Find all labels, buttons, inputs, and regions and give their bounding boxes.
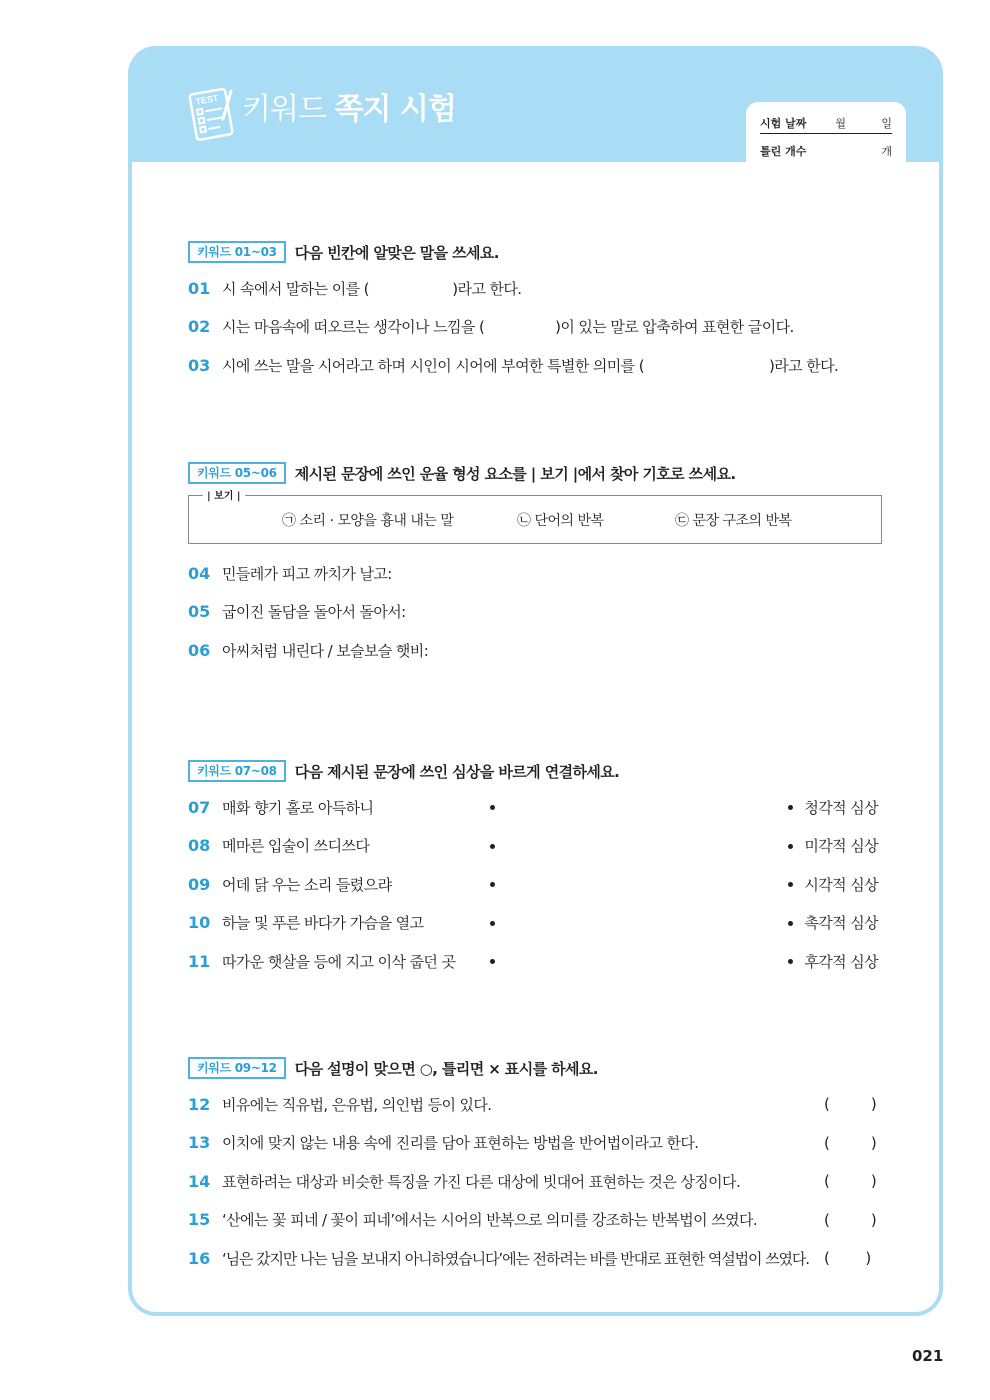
question-11 <box>188 942 882 981</box>
question-number: 13 <box>188 1133 211 1153</box>
title-light: 키워드 <box>242 92 326 127</box>
question-number: 09 <box>188 874 211 894</box>
question-text: 이치에 맞지 않는 내용 속에 진리를 담아 표현하는 방법을 반어법이라고 한다. <box>222 1134 699 1153</box>
question-08 <box>188 827 882 866</box>
question-text: ‘산에는 꽃 피네 / 꽃이 피네’에서는 시어의 반복으로 의미를 강조하는 반복법이 쓰였다. <box>222 1211 758 1230</box>
question-text: 시 속에서 말하는 이를 ( )라고 한다. <box>222 279 522 298</box>
keyword-tag: 키워드 01~03 <box>188 241 286 263</box>
question-01 <box>188 269 882 308</box>
match-dot-left[interactable] <box>490 959 495 964</box>
test-date-label: 시험 날짜 <box>760 116 807 130</box>
section-instruction: 다음 설명이 맞으면 ○, 틀리면 × 표시를 하세요. <box>294 1059 598 1078</box>
section-fill-blank <box>188 240 882 385</box>
question-07 <box>188 788 882 827</box>
test-info-box <box>746 102 906 166</box>
match-dot-right[interactable] <box>788 959 793 964</box>
bogi-item: ㉢ 문장 구조의 반복 <box>675 513 792 529</box>
bogi-item: ㉠ 소리 · 모양을 흉내 내는 말 <box>282 513 454 529</box>
question-number: 07 <box>188 797 211 817</box>
question-05 <box>188 593 882 632</box>
match-dot-right[interactable] <box>788 844 793 849</box>
question-text: 따가운 햇살을 등에 지고 이삭 줍던 곳 <box>222 952 456 971</box>
question-text: 굽이진 돌담을 돌아서 돌아서: <box>222 603 406 622</box>
question-text: 하늘 및 푸른 바다가 가슴을 열고 <box>222 914 424 933</box>
question-06 <box>188 631 882 670</box>
section-instruction: 다음 빈칸에 알맞은 말을 쓰세요. <box>294 243 499 262</box>
imagery-option: 청각적 심상 <box>804 798 878 817</box>
question-text: 어데 닭 우는 소리 들렸으랴 <box>222 875 392 894</box>
question-number: 16 <box>188 1248 211 1268</box>
match-dot-left[interactable] <box>490 921 495 926</box>
count-unit: 개 <box>881 145 892 158</box>
question-02 <box>188 308 882 347</box>
question-text: 메마른 입술이 쓰디쓰다 <box>222 837 370 856</box>
answer-blank[interactable]: ( ) <box>824 1210 877 1229</box>
page-title <box>242 90 456 130</box>
imagery-option: 시각적 심상 <box>804 875 878 894</box>
match-dot-left[interactable] <box>490 882 495 887</box>
question-13 <box>188 1124 882 1163</box>
question-14 <box>188 1162 882 1201</box>
question-number: 10 <box>188 913 211 933</box>
question-number: 01 <box>188 278 211 298</box>
question-number: 04 <box>188 563 211 583</box>
test-date-row <box>760 112 892 134</box>
wrong-count-row <box>760 140 892 162</box>
answer-blank[interactable]: ( ) <box>824 1133 877 1152</box>
match-dot-left[interactable] <box>490 805 495 810</box>
question-text: 비유에는 직유법, 은유법, 의인법 등이 있다. <box>222 1095 492 1114</box>
keyword-tag: 키워드 05~06 <box>188 462 286 484</box>
question-text: 표현하려는 대상과 비슷한 특징을 가진 다른 대상에 빗대어 표현하는 것은 상징이다. <box>222 1172 741 1191</box>
question-number: 12 <box>188 1094 211 1114</box>
test-notepad-icon <box>185 83 241 145</box>
match-dot-left[interactable] <box>490 844 495 849</box>
section-imagery-match <box>188 759 882 981</box>
match-dot-right[interactable] <box>788 921 793 926</box>
match-dot-right[interactable] <box>788 805 793 810</box>
imagery-option: 촉각적 심상 <box>804 914 878 933</box>
question-number: 08 <box>188 836 211 856</box>
question-12 <box>188 1085 882 1124</box>
keyword-tag: 키워드 07~08 <box>188 760 286 782</box>
question-text: 시에 쓰는 말을 시어라고 하며 시인이 시어에 부여한 특별한 의미를 ( )라고 한다. <box>222 356 839 375</box>
question-number: 11 <box>188 951 211 971</box>
match-dot-right[interactable] <box>788 882 793 887</box>
imagery-option: 미각적 심상 <box>804 837 878 856</box>
question-text: 민들레가 피고 까치가 날고: <box>222 564 392 583</box>
month-label: 월 <box>835 116 846 130</box>
bogi-box <box>188 491 882 544</box>
question-15 <box>188 1201 882 1240</box>
title-bold: 쪽지 시험 <box>334 92 456 127</box>
question-10 <box>188 904 882 943</box>
question-number: 14 <box>188 1171 211 1191</box>
question-16 <box>188 1239 882 1278</box>
bogi-label: | 보기 | <box>203 487 245 502</box>
section-rhythm <box>188 461 882 670</box>
keyword-tag: 키워드 09~12 <box>188 1057 286 1079</box>
page-number: 021 <box>912 1347 944 1365</box>
question-09 <box>188 865 882 904</box>
section-true-false <box>188 1056 882 1278</box>
bogi-item: ㉡ 단어의 반복 <box>517 513 604 529</box>
imagery-option: 후각적 심상 <box>804 952 878 971</box>
question-number: 05 <box>188 602 211 622</box>
quiz-header <box>132 50 939 162</box>
question-04 <box>188 554 882 593</box>
day-label: 일 <box>881 116 892 130</box>
question-text: 시는 마음속에 떠오르는 생각이나 느낌을 ( )이 있는 말로 압축하여 표현한 글이다. <box>222 318 794 337</box>
question-number: 06 <box>188 640 211 660</box>
answer-blank[interactable]: ( ) <box>824 1172 877 1191</box>
section-instruction: 다음 제시된 문장에 쓰인 심상을 바르게 연결하세요. <box>294 762 620 781</box>
answer-blank[interactable]: ( ) <box>824 1249 871 1268</box>
wrong-count-label: 틀린 개수 <box>760 145 807 158</box>
question-number: 03 <box>188 355 211 375</box>
answer-blank[interactable]: ( ) <box>824 1095 877 1114</box>
question-text: 매화 향기 홀로 아득하니 <box>222 798 374 817</box>
question-text: 아씨처럼 내린다 / 보슬보슬 햇비: <box>222 641 429 660</box>
test-icon-text: TEST <box>194 92 220 107</box>
question-03 <box>188 346 882 385</box>
question-number: 15 <box>188 1210 211 1230</box>
question-text: ‘님은 갔지만 나는 님을 보내지 아니하였습니다’에는 전하려는 바를 반대로 표현한 역설법이 쓰였다. <box>222 1249 809 1268</box>
section-instruction: 제시된 문장에 쓰인 운율 형성 요소를 | 보기 |에서 찾아 기호로 쓰세요. <box>294 464 736 483</box>
question-number: 02 <box>188 317 211 337</box>
